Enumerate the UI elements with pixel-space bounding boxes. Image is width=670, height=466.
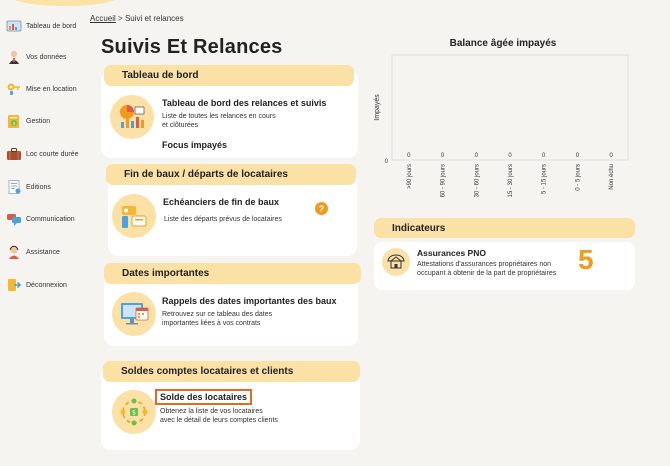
sidebar-item-loc-courte-duree[interactable] — [6, 146, 79, 162]
description-line: Liste de toutes les relances en cours — [162, 113, 276, 120]
chart-data-label: 0 — [508, 153, 512, 159]
dashboard-icon — [6, 18, 22, 34]
chart-plot-area — [392, 55, 628, 160]
sidebar-item-communication[interactable] — [6, 211, 75, 227]
indicators-header: Indicateurs — [374, 218, 635, 238]
sidebar-item-label: Mise en location — [26, 85, 77, 93]
breadcrumb-home-link[interactable]: Accueil — [90, 14, 116, 23]
description-line: importantes liées à vos contrats — [162, 319, 261, 327]
chart-x-tick-label: 30 - 60 jours — [474, 164, 481, 198]
chart-x-tick-label: 5 - 15 jours — [541, 164, 548, 195]
suitcase-icon — [6, 146, 22, 162]
description-line: Retrouvez sur ce tableau des dates — [162, 311, 273, 318]
solde-des-locataires-link[interactable]: Solde des locataires — [155, 389, 252, 405]
focus-impayes-link[interactable]: Focus impayés — [162, 140, 228, 150]
money-cycle-icon — [112, 390, 156, 434]
description-line: avec le détail de leurs comptes clients — [160, 416, 278, 424]
sidebar-item-vos-donnees[interactable] — [6, 49, 66, 65]
sidebar-item-label: Assistance — [26, 248, 60, 256]
sidebar-item-editions[interactable] — [6, 179, 51, 195]
section-header: Soldes comptes locataires et clients — [103, 361, 360, 382]
svg-text:$: $ — [132, 409, 136, 417]
indicator-description: Attestations d'assurances propriétaires non occupant à obtenir de la part de propriétaires — [417, 261, 557, 277]
description-line: Liste des départs prévus de locataires — [164, 216, 282, 223]
dashboard-chart-icon — [110, 95, 154, 139]
chart-data-label: 0 — [407, 153, 411, 159]
sidebar — [0, 0, 86, 466]
chart-x-tick-label: 60 - 90 jours — [440, 164, 447, 198]
balance-agee-chart — [364, 50, 636, 200]
chart-data-label: 0 — [609, 153, 613, 159]
chart-data-label: 0 — [575, 153, 580, 159]
section-header: Dates importantes — [104, 263, 361, 284]
sidebar-item-gestion[interactable] — [6, 113, 50, 129]
breadcrumb-current: Suivi et relances — [124, 14, 184, 23]
chart-x-tick-label: Non échu — [609, 164, 616, 190]
rappels-dates-importantes-link[interactable]: Rappels des dates importantes des baux — [162, 296, 337, 306]
sidebar-item-label: Communication — [26, 215, 75, 223]
chart-data-label: 0 — [542, 153, 546, 159]
sidebar-item-label: Gestion — [26, 117, 51, 125]
house-umbrella-icon — [382, 248, 410, 276]
logout-icon — [6, 277, 22, 293]
indicator-value[interactable]: 5 — [578, 244, 594, 275]
chat-icon — [6, 211, 22, 227]
breadcrumb — [90, 14, 184, 23]
breadcrumb-separator: > — [118, 14, 123, 23]
sidebar-item-label: Loc courte durée — [26, 150, 79, 158]
keys-icon — [6, 81, 22, 97]
sidebar-item-assistance[interactable] — [6, 244, 60, 260]
sidebar-item-deconnexion[interactable] — [6, 277, 67, 293]
sidebar-item-label: Vos données — [26, 53, 67, 61]
chart-y-axis-label: Impayés — [374, 94, 381, 121]
chart-x-tick-label: >90 jours — [406, 164, 413, 189]
chart-x-tick-label: 15 - 30 jours — [508, 164, 514, 198]
tableau-de-bord-link[interactable]: Tableau de bord des relances et suivis — [162, 98, 327, 108]
sidebar-item-label: Déconnexion — [26, 281, 67, 289]
sidebar-item-label: Editions — [26, 183, 51, 191]
echeanciers-fin-de-baux-link[interactable]: Echéanciers de fin de baux — [163, 197, 280, 207]
description-line: et clôturées — [162, 121, 199, 129]
key-card-icon — [112, 194, 156, 238]
chart-x-tick-label: 0 - 5 jours — [575, 164, 582, 191]
chart-title: Balance âgée impayés — [449, 38, 557, 49]
section-description — [164, 216, 344, 225]
help-icon[interactable]: ? — [315, 202, 328, 215]
chart-data-label: 0 — [474, 153, 478, 159]
page-title: Suivis Et Relances — [101, 36, 283, 58]
user-icon — [6, 49, 22, 65]
document-icon — [6, 179, 22, 195]
sidebar-item-tableau-de-bord[interactable] — [6, 18, 76, 34]
chart-y-tick-label: 0 — [384, 159, 388, 165]
section-header: Tableau de bord — [104, 65, 354, 86]
calendar-monitor-icon — [112, 292, 156, 336]
section-description — [160, 408, 340, 425]
folder-money-icon — [6, 113, 22, 129]
sidebar-item-mise-en-location[interactable] — [6, 81, 77, 97]
section-header: Fin de baux / départs de locataires — [106, 164, 356, 185]
description-line: Obtenez la liste de vos locataires — [160, 408, 263, 415]
chart-data-label: 0 — [440, 153, 445, 159]
sidebar-item-label: Tableau de bord — [26, 22, 77, 30]
support-icon — [6, 244, 22, 260]
section-description — [162, 113, 342, 130]
section-description — [162, 311, 342, 328]
svg-text:$: $ — [12, 121, 16, 126]
indicator-title[interactable]: Assurances PNO — [417, 248, 486, 258]
